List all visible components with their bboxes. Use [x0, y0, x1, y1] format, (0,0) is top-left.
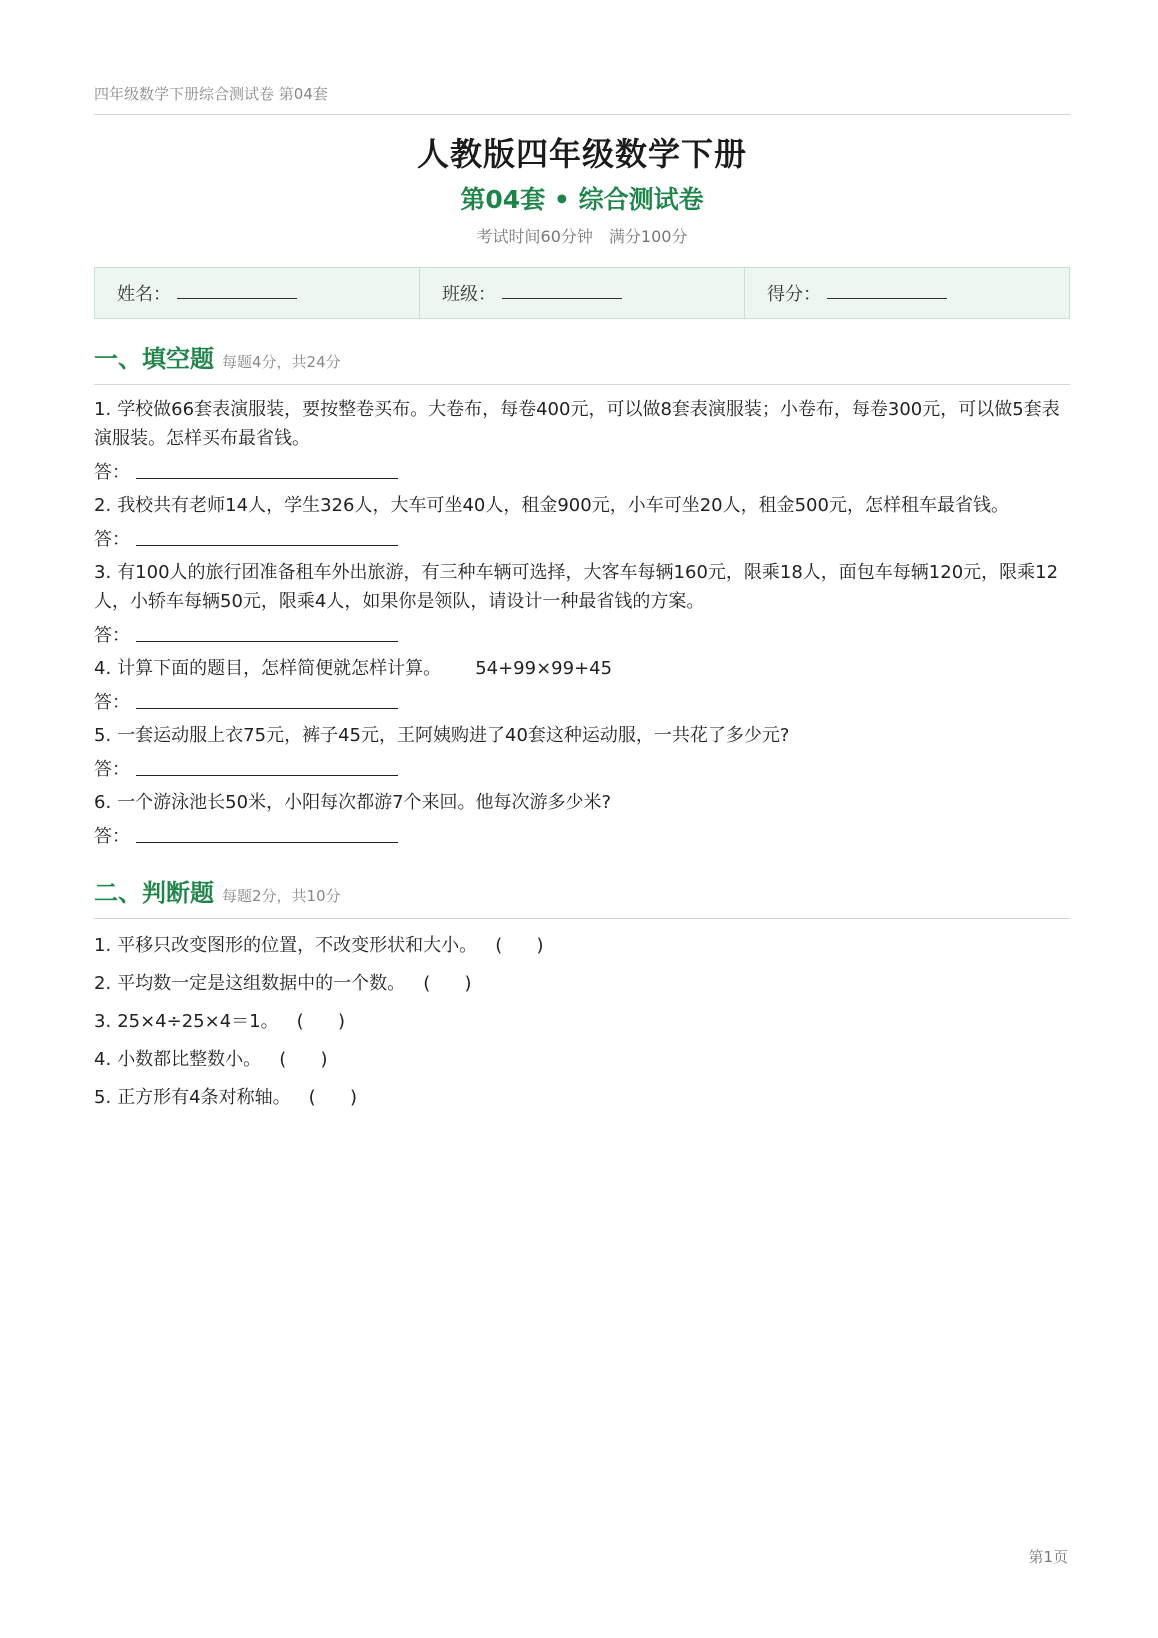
judge-item: [94, 1041, 1070, 1079]
question-number: 1.: [94, 935, 112, 956]
question-number: 1.: [94, 399, 112, 420]
section-title: 二、判断题: [94, 879, 214, 907]
page-title: 人教版四年级数学下册: [416, 135, 747, 173]
question-body: 小数都比整数小。: [117, 1049, 262, 1070]
question-body: 计算下面的题目，怎样简便就怎样计算。: [117, 658, 442, 679]
answer-label: 答：: [94, 692, 130, 713]
judge-item: [94, 965, 1070, 1003]
question-body: 25×4÷25×4＝1。: [117, 1011, 279, 1032]
score-blank[interactable]: [827, 298, 947, 299]
answer-label: 答：: [94, 826, 130, 847]
score-field[interactable]: [744, 268, 1069, 318]
question-item: [94, 491, 1070, 554]
section-scoring-note: 每题2分，共10分: [222, 887, 341, 905]
question-number: 2.: [94, 973, 112, 994]
answer-row: [94, 520, 1070, 554]
name-label: 姓名：: [117, 284, 171, 305]
answer-row: [94, 616, 1070, 650]
name-field[interactable]: [95, 268, 419, 318]
question-text: [94, 395, 1070, 453]
page-number: 第1页: [1028, 1548, 1068, 1566]
answer-label: 答：: [94, 529, 130, 550]
question-formula: 54+99×99+45: [475, 658, 613, 679]
question-text: [94, 721, 1070, 750]
question-number: 3.: [94, 562, 112, 583]
exam-page: [94, 80, 1070, 1117]
question-item: [94, 395, 1070, 487]
question-number: 4.: [94, 1049, 112, 1070]
answer-row: [94, 683, 1070, 717]
true-false-question-list: [94, 927, 1070, 1117]
question-number: 5.: [94, 725, 112, 746]
page-subtitle: 第04套 • 综合测试卷: [460, 185, 704, 214]
question-text: [94, 491, 1070, 520]
question-body: 正方形有4条对称轴。: [117, 1087, 291, 1108]
answer-label: 答：: [94, 462, 130, 483]
answer-blank[interactable]: [136, 842, 398, 843]
question-body: 学校做66套表演服装，要按整卷买布。大卷布，每卷400元，可以做8套表演服装；小卷布，每卷300元，可以做5套表演服装。怎样买布最省钱。: [94, 399, 1060, 449]
question-body: 一个游泳池长50米，小阳每次都游7个来回。他每次游多少米?: [117, 792, 612, 813]
exam-info: [94, 225, 1070, 249]
answer-parentheses[interactable]: ( ): [279, 1049, 328, 1070]
question-item: [94, 654, 1070, 717]
question-body: 一套运动服上衣75元，裤子45元，王阿姨购进了40套这种运动服，一共花了多少元?: [117, 725, 790, 746]
question-text: [94, 788, 1070, 817]
class-blank[interactable]: [502, 298, 622, 299]
question-item: [94, 788, 1070, 851]
question-number: 4.: [94, 658, 112, 679]
answer-label: 答：: [94, 625, 130, 646]
exam-time: 考试时间60分钟: [476, 227, 593, 246]
exam-full-score: 满分100分: [608, 227, 688, 246]
section-fill-in-header: [94, 339, 1070, 385]
answer-blank[interactable]: [136, 641, 398, 642]
question-number: 2.: [94, 495, 112, 516]
class-field[interactable]: [419, 268, 744, 318]
answer-row: [94, 750, 1070, 784]
answer-label: 答：: [94, 759, 130, 780]
question-number: 3.: [94, 1011, 112, 1032]
answer-blank[interactable]: [136, 545, 398, 546]
judge-item: [94, 1079, 1070, 1117]
name-blank[interactable]: [177, 298, 297, 299]
judge-item: [94, 1003, 1070, 1041]
question-body: 平移只改变图形的位置，不改变形状和大小。: [117, 935, 478, 956]
answer-parentheses[interactable]: ( ): [495, 935, 544, 956]
score-label: 得分：: [767, 284, 821, 305]
class-label: 班级：: [442, 284, 496, 305]
answer-blank[interactable]: [136, 775, 398, 776]
question-item: [94, 721, 1070, 784]
section-scoring-note: 每题4分，共24分: [222, 353, 341, 371]
answer-parentheses[interactable]: ( ): [296, 1011, 345, 1032]
question-item: [94, 558, 1070, 650]
question-body: 平均数一定是这组数据中的一个数。: [117, 973, 406, 994]
fill-in-question-list: [94, 395, 1070, 851]
judge-item: [94, 927, 1070, 965]
question-body: 我校共有老师14人，学生326人，大车可坐40人，租金900元，小车可坐20人，租金500元，怎样租车最省钱。: [117, 495, 1009, 516]
question-number: 5.: [94, 1087, 112, 1108]
answer-row: [94, 817, 1070, 851]
section-true-false-header: [94, 873, 1070, 919]
answer-parentheses[interactable]: ( ): [308, 1087, 358, 1108]
question-text: [94, 558, 1070, 616]
question-text: [94, 654, 1070, 683]
answer-blank[interactable]: [136, 708, 398, 709]
question-number: 6.: [94, 792, 112, 813]
student-info-box: [94, 267, 1070, 319]
running-header: 四年级数学下册综合测试卷 第04套: [94, 80, 1070, 115]
question-body: 有100人的旅行团准备租车外出旅游，有三种车辆可选择，大客车每辆160元，限乘18人，面包车每辆120元，限乘12人，小轿车每辆50元，限乘4人，如果你是领队，请设计一种最省钱的方案。: [94, 562, 1059, 612]
answer-blank[interactable]: [136, 478, 398, 479]
answer-parentheses[interactable]: ( ): [423, 973, 472, 994]
section-title: 一、填空题: [94, 345, 214, 373]
answer-row: [94, 453, 1070, 487]
